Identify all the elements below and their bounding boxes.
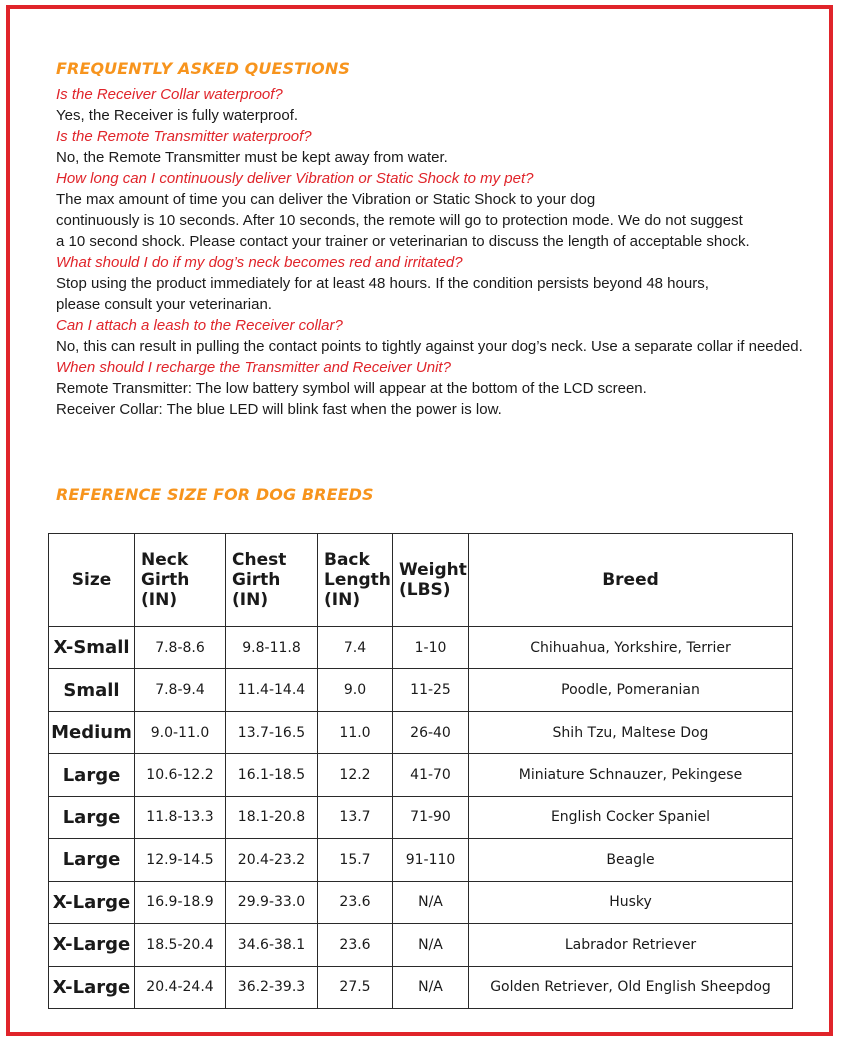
size-cell: Small <box>49 669 135 711</box>
size-cell: Medium <box>49 711 135 753</box>
faq-question: Can I attach a leash to the Receiver collar? <box>56 317 343 334</box>
measure-cell: 7.8-8.6 <box>135 627 226 669</box>
faq-list <box>56 84 803 420</box>
header-line: (IN) <box>141 590 178 610</box>
breed-cell: Shih Tzu, Maltese Dog <box>469 711 793 753</box>
measure-cell: 16.9-18.9 <box>135 881 226 923</box>
measure-cell: 15.7 <box>318 839 393 881</box>
measure-cell: N/A <box>393 924 469 966</box>
faq-answer-line: Yes, the Receiver is fully waterproof. <box>56 107 299 124</box>
breed-cell: English Cocker Spaniel <box>469 796 793 838</box>
table-row <box>49 881 793 923</box>
faq-question: Is the Remote Transmitter waterproof? <box>56 128 312 145</box>
measure-cell: 18.5-20.4 <box>135 924 226 966</box>
faq-answer-line: Remote Transmitter: The low battery symbol will appear at the bottom of the LCD screen. <box>56 380 647 397</box>
table-header-cell <box>135 534 226 627</box>
faq-answer-line: a 10 second shock. Please contact your trainer or veterinarian to discuss the length of acceptable shock. <box>56 233 750 250</box>
faq-question: How long can I continuously deliver Vibration or Static Shock to my pet? <box>56 170 534 187</box>
size-cell: Large <box>49 754 135 796</box>
breed-cell: Chihuahua, Yorkshire, Terrier <box>469 627 793 669</box>
measure-cell: 41-70 <box>393 754 469 796</box>
table-body <box>49 627 793 1009</box>
faq-answer-line: No, this can result in pulling the contact points to tightly against your dog’s neck. Use a separate collar if needed. <box>56 338 803 355</box>
measure-cell: 13.7-16.5 <box>226 711 318 753</box>
measure-cell: 13.7 <box>318 796 393 838</box>
measure-cell: 23.6 <box>318 924 393 966</box>
table-header-cell <box>226 534 318 627</box>
header-line: (IN) <box>324 590 361 610</box>
faq-item <box>56 126 796 168</box>
size-cell: X-Large <box>49 881 135 923</box>
table-header-cell <box>469 534 793 627</box>
measure-cell: 11.4-14.4 <box>226 669 318 711</box>
table-row <box>49 669 793 711</box>
measure-cell: N/A <box>393 966 469 1009</box>
breed-cell: Labrador Retriever <box>469 924 793 966</box>
measure-cell: N/A <box>393 881 469 923</box>
measure-cell: 27.5 <box>318 966 393 1009</box>
reference-heading: REFERENCE SIZE FOR DOG BREEDS <box>56 485 374 504</box>
measure-cell: 20.4-23.2 <box>226 839 318 881</box>
header-line: Girth <box>232 570 281 590</box>
measure-cell: 71-90 <box>393 796 469 838</box>
table-row <box>49 754 793 796</box>
table-row <box>49 966 793 1009</box>
measure-cell: 7.8-9.4 <box>135 669 226 711</box>
header-line: (LBS) <box>399 580 451 600</box>
size-cell: X-Small <box>49 627 135 669</box>
table-row <box>49 796 793 838</box>
header-line: Breed <box>602 570 659 590</box>
measure-cell: 12.9-14.5 <box>135 839 226 881</box>
measure-cell: 34.6-38.1 <box>226 924 318 966</box>
measure-cell: 10.6-12.2 <box>135 754 226 796</box>
table-row <box>49 627 793 669</box>
measure-cell: 7.4 <box>318 627 393 669</box>
faq-question: What should I do if my dog’s neck becomes red and irritated? <box>56 254 463 271</box>
breed-cell: Beagle <box>469 839 793 881</box>
header-line: Length <box>324 570 391 590</box>
faq-answer-line: Stop using the product immediately for at least 48 hours. If the condition persists beyond 48 hours, <box>56 275 709 292</box>
measure-cell: 18.1-20.8 <box>226 796 318 838</box>
faq-answer-line: The max amount of time you can deliver the Vibration or Static Shock to your dog <box>56 191 596 208</box>
faq-question: When should I recharge the Transmitter and Receiver Unit? <box>56 359 451 376</box>
measure-cell: 9.8-11.8 <box>226 627 318 669</box>
header-line: Back <box>324 550 370 570</box>
faq-answer-line: Receiver Collar: The blue LED will blink fast when the power is low. <box>56 401 502 418</box>
measure-cell: 9.0 <box>318 669 393 711</box>
faq-item <box>56 315 803 357</box>
header-line: Girth <box>141 570 190 590</box>
faq-item <box>56 84 796 126</box>
size-cell: Large <box>49 796 135 838</box>
breed-cell: Miniature Schnauzer, Pekingese <box>469 754 793 796</box>
measure-cell: 9.0-11.0 <box>135 711 226 753</box>
table-row <box>49 924 793 966</box>
faq-answer-line: No, the Remote Transmitter must be kept away from water. <box>56 149 448 166</box>
faq-heading: FREQUENTLY ASKED QUESTIONS <box>56 59 350 78</box>
measure-cell: 91-110 <box>393 839 469 881</box>
measure-cell: 12.2 <box>318 754 393 796</box>
faq-item <box>56 252 796 315</box>
header-line: (IN) <box>232 590 269 610</box>
faq-item <box>56 168 796 252</box>
measure-cell: 11.8-13.3 <box>135 796 226 838</box>
faq-question: Is the Receiver Collar waterproof? <box>56 86 283 103</box>
header-line: Weight <box>399 560 467 580</box>
faq-item <box>56 357 796 420</box>
table-header-cell <box>49 534 135 627</box>
size-cell: X-Large <box>49 924 135 966</box>
measure-cell: 11.0 <box>318 711 393 753</box>
header-line: Neck <box>141 550 189 570</box>
measure-cell: 23.6 <box>318 881 393 923</box>
table-row <box>49 839 793 881</box>
breed-cell: Husky <box>469 881 793 923</box>
measure-cell: 26-40 <box>393 711 469 753</box>
measure-cell: 16.1-18.5 <box>226 754 318 796</box>
size-cell: Large <box>49 839 135 881</box>
table-row <box>49 711 793 753</box>
faq-answer-line: please consult your veterinarian. <box>56 296 272 313</box>
table-header-cell <box>393 534 469 627</box>
header-line: Size <box>71 570 112 590</box>
table-header-row <box>49 534 793 627</box>
header-line: Chest <box>232 550 287 570</box>
faq-answer-line: continuously is 10 seconds. After 10 seconds, the remote will go to protection mode. We do not suggest <box>56 212 743 229</box>
measure-cell: 20.4-24.4 <box>135 966 226 1009</box>
measure-cell: 36.2-39.3 <box>226 966 318 1009</box>
measure-cell: 1-10 <box>393 627 469 669</box>
breed-cell: Poodle, Pomeranian <box>469 669 793 711</box>
measure-cell: 11-25 <box>393 669 469 711</box>
size-table <box>48 533 793 1009</box>
size-cell: X-Large <box>49 966 135 1009</box>
breed-cell: Golden Retriever, Old English Sheepdog <box>469 966 793 1009</box>
measure-cell: 29.9-33.0 <box>226 881 318 923</box>
table-header-cell <box>318 534 393 627</box>
